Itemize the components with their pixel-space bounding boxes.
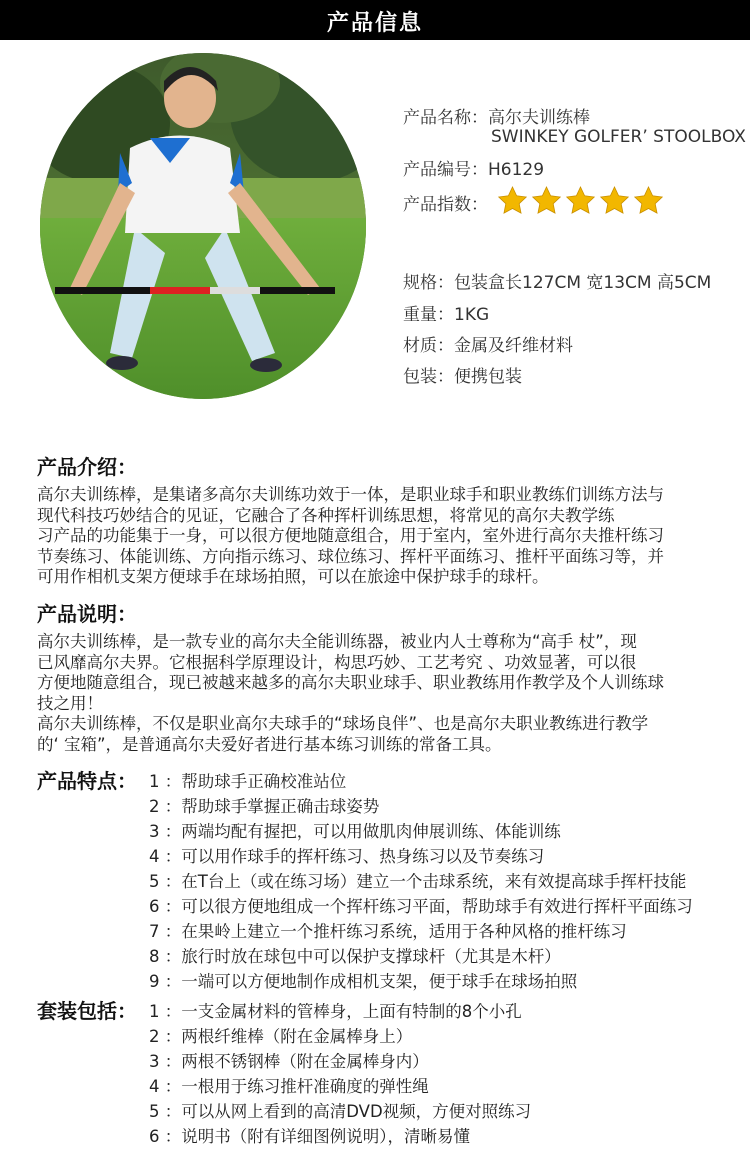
spec-text: 规格：包装盒长127CM 宽13CM 高5CM bbox=[403, 273, 712, 293]
rating-stars bbox=[496, 185, 666, 217]
desc-line: 高尔夫训练棒，是一款专业的高尔夫全能训练器，被业内人士尊称为“高手 杖”，现 bbox=[37, 632, 637, 651]
star-icon bbox=[564, 185, 597, 217]
feature-item: 8 ：旅行时放在球包中可以保护支撑球杆（尤其是木杆） bbox=[149, 947, 561, 966]
desc-line: 已风靡高尔夫界。它根据科学原理设计，构思巧妙、工艺考究 、功效显著，可以很 bbox=[37, 652, 637, 672]
feature-item: 4 ：可以用作球手的挥杆练习、热身练习以及节奏练习 bbox=[149, 847, 545, 866]
material-text: 材质：金属及纤维材料 bbox=[403, 336, 573, 356]
intro-paragraph bbox=[37, 485, 727, 588]
intro-line: 现代科技巧妙结合的见证，它融合了各种挥杆训练思想，将常见的高尔夫教学练 bbox=[37, 505, 615, 525]
feature-item: 9 ：一端可以方便地制作成相机支架，便于球手在球场拍照 bbox=[149, 972, 578, 991]
star-icon bbox=[496, 185, 529, 217]
star-icon bbox=[632, 185, 665, 217]
feature-item: 7 ：在果岭上建立一个推杆练习系统，适用于各种风格的推杆练习 bbox=[149, 922, 627, 941]
package-text: 包装：便携包装 bbox=[403, 367, 522, 387]
rating-label: 产品指数： bbox=[403, 195, 488, 215]
contents-item: 6 ：说明书（附有详细图例说明），清晰易懂 bbox=[149, 1127, 470, 1146]
weight-text: 重量：1KG bbox=[403, 305, 490, 325]
contents-item: 1 ：一支金属材料的管棒身，上面有特制的8个小孔 bbox=[149, 1002, 522, 1021]
feature-item: 1 ：帮助球手正确校准站位 bbox=[149, 772, 347, 791]
features-title: 产品特点： bbox=[37, 769, 137, 793]
desc-title: 产品说明： bbox=[37, 602, 137, 626]
star-icon bbox=[530, 185, 563, 217]
intro-line: 习产品的功能集于一身，可以很方便地随意组合，用于室内，室外进行高尔夫推杆练习 bbox=[37, 526, 664, 545]
product-name-en: SWINKEY GOLFER’ STOOLBOX bbox=[491, 127, 746, 147]
intro-line: 可用作相机支架方便球手在球场拍照，可以在旅途中保护球手的球杆。 bbox=[37, 567, 549, 586]
feature-item: 3 ：两端均配有握把，可以用做肌肉伸展训练、体能训练 bbox=[149, 822, 561, 841]
desc-line: 方便地随意组合，现已被越来越多的高尔夫职业球手、职业教练用作教学及个人训练球 bbox=[37, 673, 664, 692]
header-bar bbox=[0, 0, 750, 40]
feature-item: 6 ：可以很方便地组成一个挥杆练习平面，帮助球手有效进行挥杆平面练习 bbox=[149, 897, 693, 916]
feature-item: 5 ：在T台上（或在练习场）建立一个击球系统，来有效提高球手挥杆技能 bbox=[149, 872, 687, 891]
intro-title: 产品介绍： bbox=[37, 455, 137, 479]
contents-item: 3 ：两根不锈钢棒（附在金属棒身内） bbox=[149, 1052, 429, 1071]
star-icon bbox=[598, 185, 631, 217]
desc-line: 的‘ 宝箱”，是普通高尔夫爱好者进行基本练习训练的常备工具。 bbox=[37, 734, 502, 754]
contents-item: 4 ：一根用于练习推杆准确度的弹性绳 bbox=[149, 1077, 429, 1096]
desc-line: 高尔夫训练棒，不仅是职业高尔夫球手的“球场良伴”、也是高尔夫职业教练进行教学 bbox=[37, 714, 649, 733]
contents-item: 2 ：两根纤维棒（附在金属棒身上） bbox=[149, 1027, 413, 1046]
feature-item: 2 ：帮助球手掌握正确击球姿势 bbox=[149, 797, 380, 816]
desc-paragraph bbox=[37, 632, 727, 755]
product-name: 产品名称：高尔夫训练棒 bbox=[403, 108, 590, 128]
contents-item: 5 ：可以从网上看到的高清DVD视频，方便对照练习 bbox=[149, 1102, 532, 1121]
page-title: 产品信息 bbox=[326, 11, 423, 36]
intro-line: 节奏练习、体能训练、方向指示练习、球位练习、挥杆平面练习、推杆平面练习等，并 bbox=[37, 546, 664, 566]
desc-line: 技之用！ bbox=[37, 693, 103, 713]
contents-title: 套装包括： bbox=[37, 999, 137, 1023]
product-code: 产品编号：H6129 bbox=[403, 160, 545, 180]
product-photo bbox=[40, 53, 366, 399]
intro-line: 高尔夫训练棒，是集诸多高尔夫训练功效于一体，是职业球手和职业教练们训练方法与 bbox=[37, 485, 664, 504]
